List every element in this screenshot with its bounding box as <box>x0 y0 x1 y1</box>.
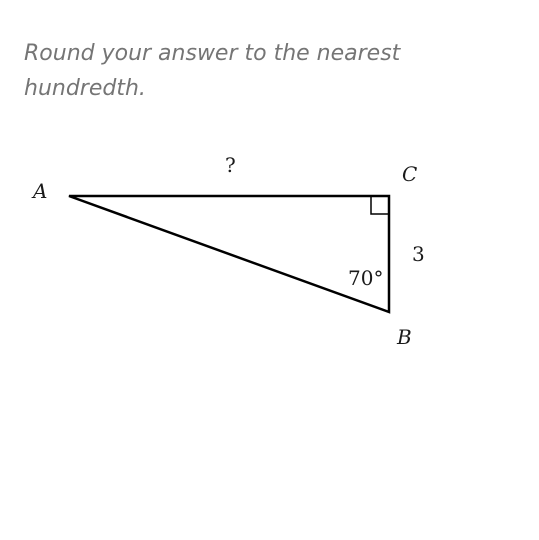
right-angle-marker <box>371 196 389 214</box>
triangle-shape <box>69 196 389 312</box>
side-ac-label: ? <box>225 153 236 177</box>
vertex-c-label: C <box>402 162 418 186</box>
instruction-text: Round your answer to the nearest hundredth. <box>24 41 401 101</box>
vertex-a-label: A <box>33 179 48 203</box>
side-cb-label: 3 <box>412 242 425 266</box>
vertex-b-label: B <box>397 325 412 349</box>
angle-b-label: 70° <box>348 266 384 290</box>
